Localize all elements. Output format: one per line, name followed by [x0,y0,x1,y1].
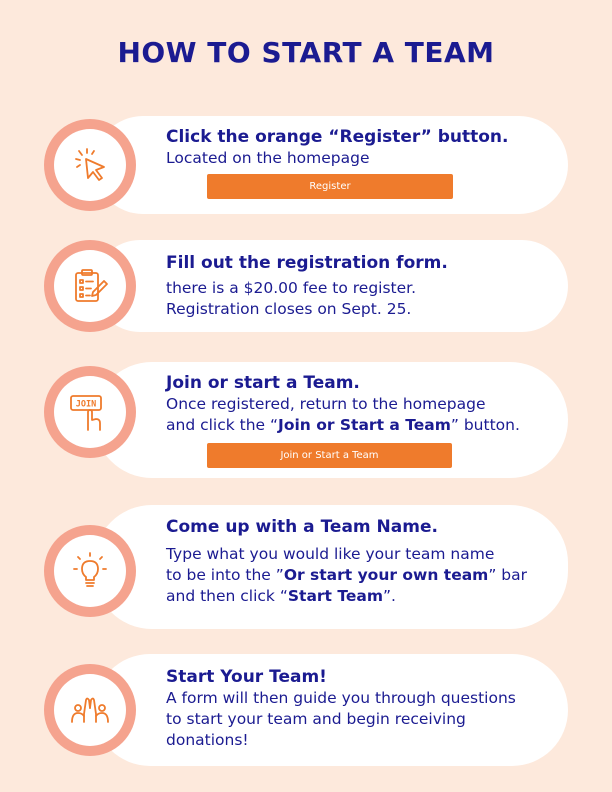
join-button-hand-icon [68,390,112,434]
step-3-title: Join or start a Team. [166,373,360,393]
or-start-own-team-bold: Or start your own team [283,566,489,584]
team-people-icon [68,688,112,732]
step-2-desc-line-1: there is a $20.00 fee to register. [166,279,417,297]
step-1-icon-circle [44,119,136,211]
step-4-desc-line-1: Type what you would like your team name [166,545,495,563]
step-5-title: Start Your Team! [166,667,327,687]
step-3-icon-circle [44,366,136,458]
svg-text:JOIN: JOIN [75,399,97,410]
step-4-desc-line-2: to be into the ”Or start your own team” bar [166,566,528,584]
step-5-desc-line-2: to start your team and begin receiving [166,710,466,728]
page-title: HOW TO START A TEAM [117,36,495,69]
step-5-desc-line-3: donations! [166,731,249,749]
step-3-desc-line-1: Once registered, return to the homepage [166,395,486,413]
step-4-desc-line-3: and then click “Start Team”. [166,587,396,605]
cursor-click-icon [68,143,112,187]
lightbulb-icon [68,549,112,593]
step-3 [44,362,568,478]
step-4-title: Come up with a Team Name. [166,517,438,537]
step-2-icon-circle [44,240,136,332]
clipboard-form-icon [68,264,112,308]
step-5 [44,654,568,766]
step-2-desc-line-2: Registration closes on Sept. 25. [166,300,412,318]
step-2-title: Fill out the registration form. [166,253,448,273]
step-4 [44,505,568,629]
step-1-desc: Located on the homepage [166,149,370,167]
step-3-desc-line-2: and click the “Join or Start a Team” button. [166,416,520,434]
step-2 [44,240,568,332]
step-1 [44,116,568,214]
step-5-icon-circle [44,664,136,756]
step-5-desc-line-1: A form will then guide you through questions [166,689,516,707]
start-team-bold: Start Team [287,587,383,605]
step-4-icon-circle [44,525,136,617]
step-1-title: Click the orange “Register” button. [166,127,509,147]
join-or-start-bold: Join or Start a Team [278,416,451,434]
join-or-start-team-button[interactable]: Join or Start a Team [207,443,452,468]
register-button[interactable]: Register [207,174,453,199]
